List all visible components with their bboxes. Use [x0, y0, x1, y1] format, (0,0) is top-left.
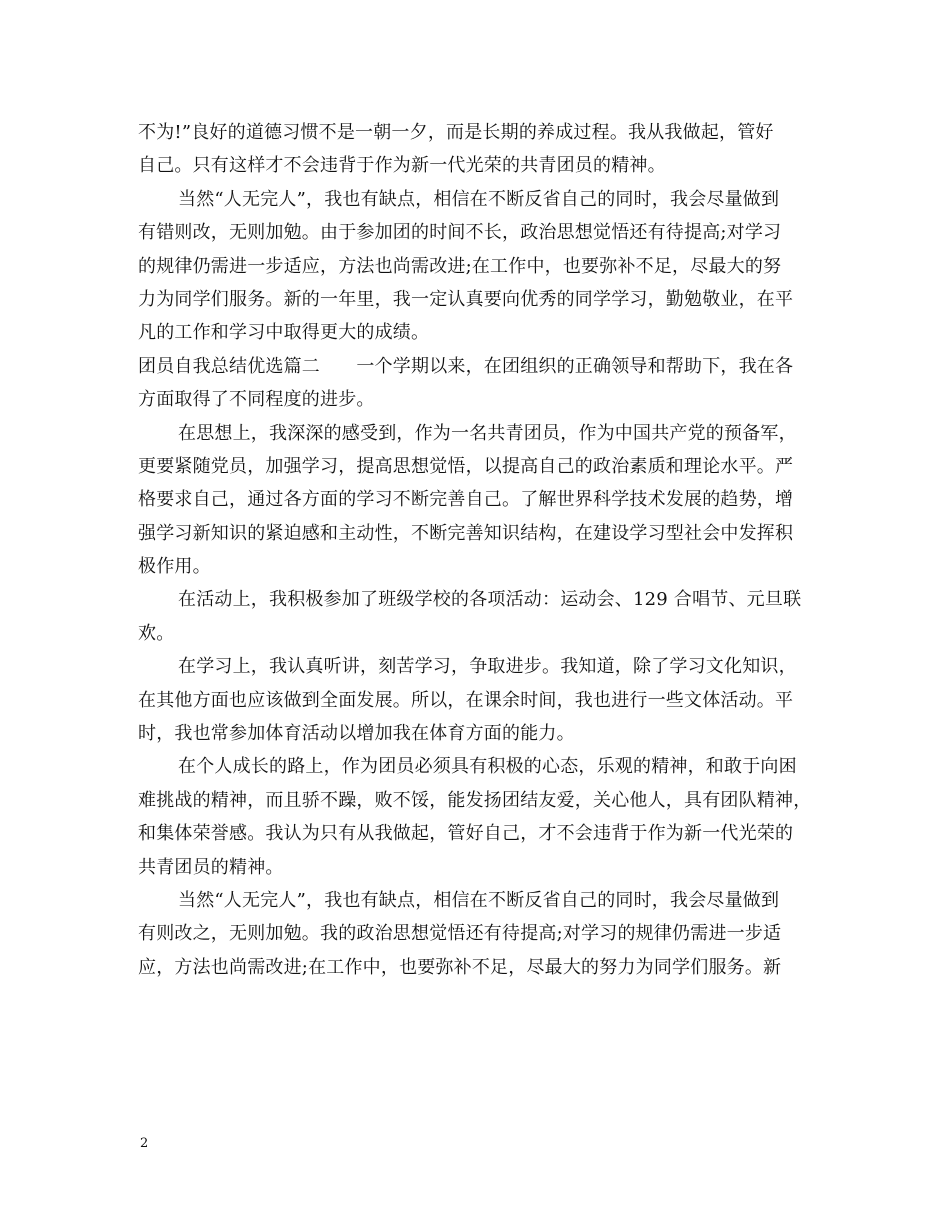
- text-line: 在活动上，我积极参加了班级学校的各项活动：运动会、129 合唱节、元旦联: [178, 589, 802, 611]
- text-line: 的规律仍需进一步适应，方法也尚需改进;在工作中，也要弥补不足，尽最大的努: [138, 255, 782, 277]
- text-line: 在思想上，我深深的感受到，作为一名共青团员，作为中国共产党的预备军，: [178, 422, 797, 444]
- page-number: 2: [140, 1136, 149, 1151]
- text-line: 有则改之，无则加勉。我的政治思想觉悟还有待提高;对学习的规律仍需进一步适: [138, 923, 782, 945]
- text-line: 力为同学们服务。新的一年里，我一定认真要向优秀的同学学习，勤勉敬业，在平: [138, 288, 794, 310]
- text-line: 共青团员的精神。: [138, 856, 284, 878]
- text-line: 难挑战的精神，而且骄不躁，败不馁，能发扬团结友爱，关心他人，具有团队精神，: [138, 789, 812, 811]
- text-line: 不为!”良好的道德习惯不是一朝一夕，而是长期的养成过程。我从我做起，管好: [138, 122, 774, 143]
- text-line: 和集体荣誉感。我认为只有从我做起，管好自己，才不会违背于作为新一代光荣的: [138, 823, 794, 845]
- text-line: 时，我也常参加体育活动以增加我在体育方面的能力。: [138, 723, 575, 745]
- text-line: 在其他方面也应该做到全面发展。所以，在课余时间，我也进行一些文体活动。平: [138, 689, 794, 711]
- text-line: 格要求自己，通过各方面的学习不断完善自己。了解世界科学技术发展的趋势，增: [138, 489, 794, 511]
- text-line: 自己。只有这样才不会违背于作为新一代光荣的共青团员的精神。: [138, 155, 666, 177]
- text-line: 更要紧随党员，加强学习，提高思想觉悟，以提高自己的政治素质和理论水平。严: [138, 455, 794, 477]
- text-line: 强学习新知识的紧迫感和主动性，不断完善知识结构，在建设学习型社会中发挥积: [138, 522, 794, 544]
- text-line: 极作用。: [138, 556, 211, 578]
- text-line: 有错则改，无则加勉。由于参加团的时间不长，政治思想觉悟还有待提高;对学习: [138, 222, 782, 244]
- text-line: 应，方法也尚需改进;在工作中，也要弥补不足，尽最大的努力为同学们服务。新: [138, 956, 782, 978]
- text-line: 方面取得了不同程度的进步。: [138, 389, 375, 411]
- text-line: 当然“人无完人”，我也有缺点，相信在不断反省自己的同时，我会尽量做到: [178, 188, 780, 210]
- text-line: 凡的工作和学习中取得更大的成绩。: [138, 322, 430, 344]
- text-line: 当然“人无完人”，我也有缺点，相信在不断反省自己的同时，我会尽量做到: [178, 889, 780, 911]
- text-line: 在个人成长的路上，作为团员必须具有积极的心态，乐观的精神，和敢于向困: [178, 756, 797, 778]
- section-heading-line: 团员自我总结优选篇二 一个学期以来，在团组织的正确领导和帮助下，我在各: [138, 355, 794, 377]
- text-line: 在学习上，我认真听讲，刻苦学习，争取进步。我知道，除了学习文化知识，: [178, 656, 797, 678]
- text-line: 欢。: [138, 622, 175, 644]
- body-text: [138, 116, 818, 984]
